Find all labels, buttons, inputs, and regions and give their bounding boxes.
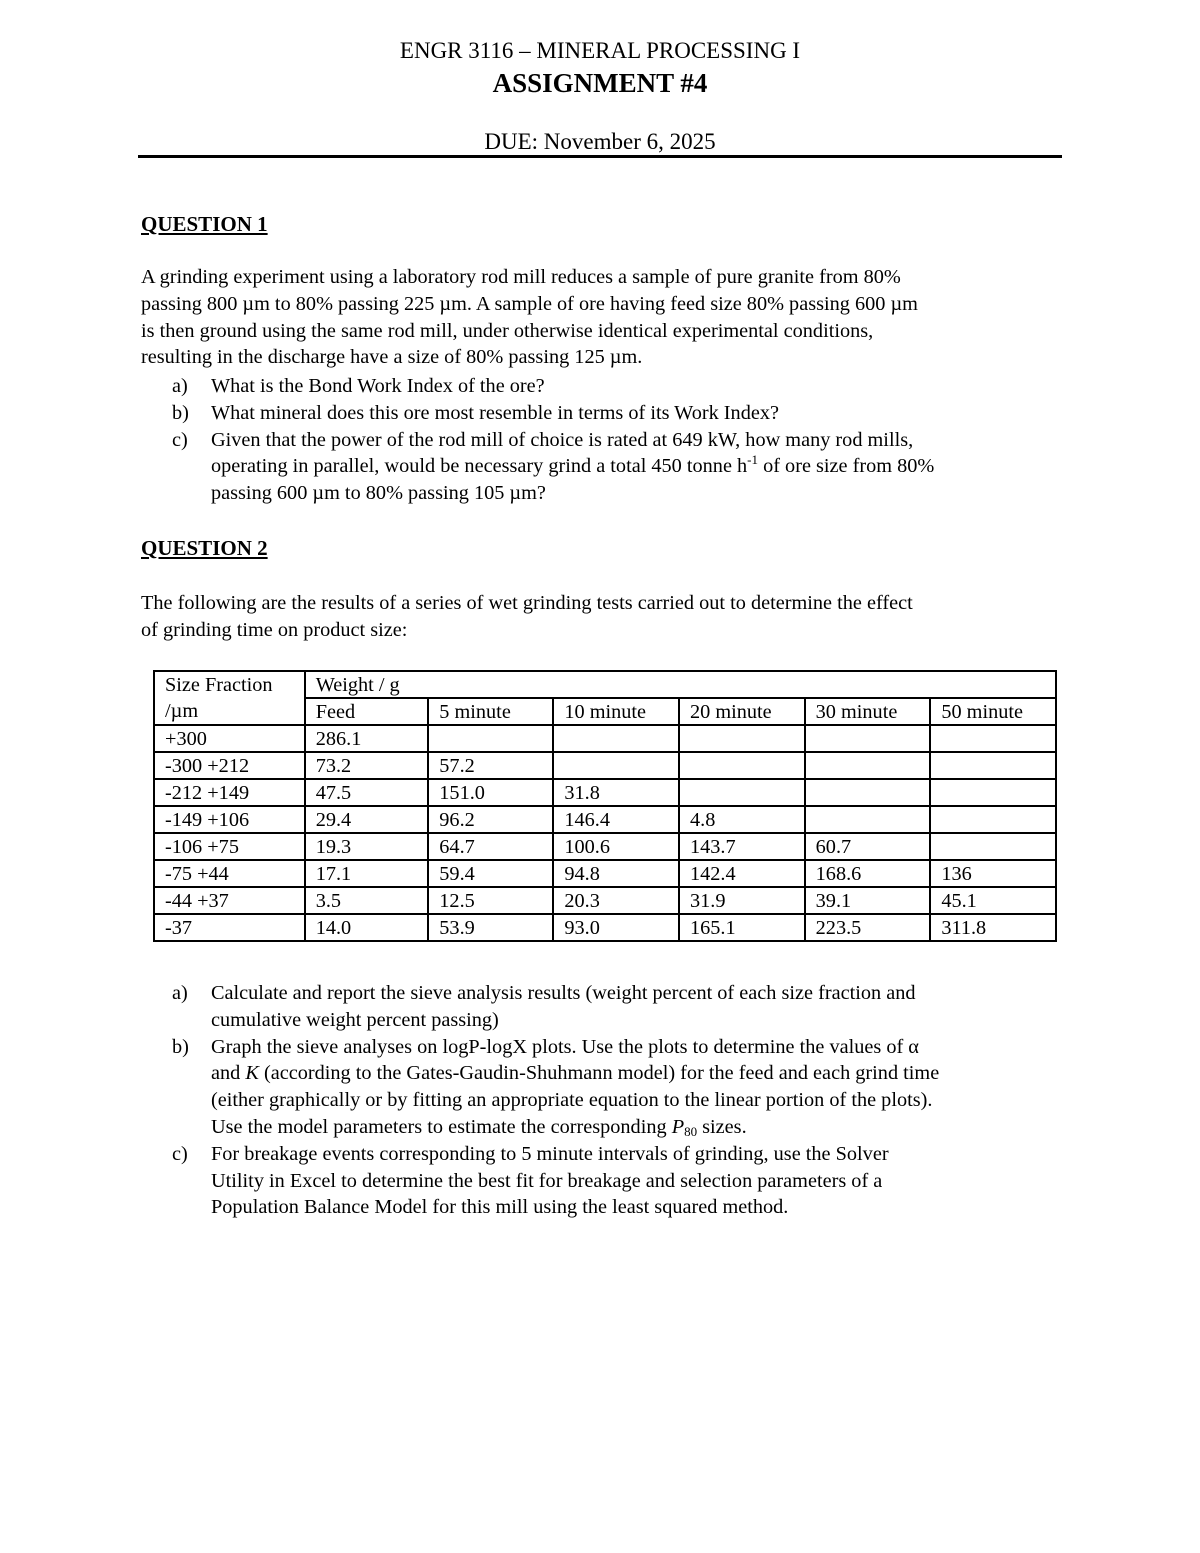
weight-cell: 59.4 <box>428 860 553 887</box>
question-1-text <box>141 264 1061 371</box>
weight-cell: 311.8 <box>930 914 1056 941</box>
header-divider <box>138 155 1062 158</box>
table-header-row <box>154 698 1056 725</box>
size-fraction-cell: +300 <box>154 725 305 752</box>
part-label: c) <box>172 428 188 451</box>
italic-k: K <box>245 1062 259 1085</box>
question-2-part-a <box>172 980 1062 1034</box>
column-header: 50 minute <box>930 698 1056 725</box>
question-2-line: The following are the results of a series of wet grinding tests carried out to determine the effect <box>141 592 913 614</box>
table-row <box>154 779 1056 806</box>
size-fraction-cell: -212 +149 <box>154 779 305 806</box>
part-text: What mineral does this ore most resemble in terms of its Work Index? <box>211 401 779 424</box>
weight-cell <box>930 806 1056 833</box>
weight-cell <box>930 833 1056 860</box>
column-header: 30 minute <box>805 698 931 725</box>
question-2-part-b <box>172 1034 1062 1141</box>
weight-cell: 4.8 <box>679 806 805 833</box>
table-row <box>154 833 1056 860</box>
column-header: Feed <box>305 698 429 725</box>
weight-cell: 19.3 <box>305 833 429 860</box>
part-text: (either graphically or by fitting an appropriate equation to the linear portion of the plots). <box>211 1089 933 1112</box>
size-fraction-cell: -75 +44 <box>154 860 305 887</box>
size-fraction-cell: -300 +212 <box>154 752 305 779</box>
size-fraction-cell: -149 +106 <box>154 806 305 833</box>
part-text <box>211 1060 1062 1087</box>
question-1-line: resulting in the discharge have a size of 80% passing 125 µm. <box>141 346 643 369</box>
weight-cell <box>679 779 805 806</box>
part-text: passing 600 µm to 80% passing 105 µm? <box>211 482 546 505</box>
table-header-row <box>154 671 1056 698</box>
question-2-line: of grinding time on product size: <box>141 618 408 641</box>
size-fraction-cell: -37 <box>154 914 305 941</box>
question-1-line: passing 800 µm to 80% passing 225 µm. A sample of ore having feed size 80% passing 600 µm <box>141 292 918 315</box>
due-date: DUE: November 6, 2025 <box>484 129 716 154</box>
weight-cell <box>930 752 1056 779</box>
part-text-segment: of ore size from 80% <box>758 455 935 478</box>
weight-header: Weight / g <box>305 671 1056 698</box>
weight-cell: 165.1 <box>679 914 805 941</box>
question-1-heading: QUESTION 1 <box>141 212 268 236</box>
weight-cell <box>930 779 1056 806</box>
part-text: Population Balance Model for this mill using the least squared method. <box>211 1196 789 1219</box>
weight-cell <box>805 806 931 833</box>
part-label: c) <box>172 1142 188 1165</box>
weight-cell: 100.6 <box>553 833 679 860</box>
question-1-part-a <box>172 373 1062 400</box>
weight-cell: 31.9 <box>679 887 805 914</box>
weight-cell: 168.6 <box>805 860 931 887</box>
weight-cell: 223.5 <box>805 914 931 941</box>
part-label: b) <box>172 1035 189 1058</box>
weight-cell: 93.0 <box>553 914 679 941</box>
part-label: b) <box>172 401 189 424</box>
weight-cell: 14.0 <box>305 914 429 941</box>
table-row <box>154 887 1056 914</box>
assignment-title: ASSIGNMENT #4 <box>492 68 708 98</box>
part-text: Calculate and report the sieve analysis results (weight percent of each size fraction and <box>211 982 916 1004</box>
part-text: Utility in Excel to determine the best fit for breakage and selection parameters of a <box>211 1169 883 1192</box>
part-text-segment: sizes. <box>697 1115 747 1138</box>
weight-cell: 57.2 <box>428 752 553 779</box>
weight-cell <box>805 779 931 806</box>
part-text: For breakage events corresponding to 5 minute intervals of grinding, use the Solver <box>211 1142 889 1165</box>
weight-cell <box>679 752 805 779</box>
subscript: 80 <box>684 1123 698 1139</box>
table-row <box>154 914 1056 941</box>
weight-cell: 143.7 <box>679 833 805 860</box>
question-1-part-b <box>172 400 1062 427</box>
weight-cell <box>679 725 805 752</box>
column-header: 10 minute <box>553 698 679 725</box>
weight-cell <box>930 725 1056 752</box>
course-title: ENGR 3116 – MINERAL PROCESSING I <box>399 38 801 63</box>
sieve-data-table <box>153 670 1057 942</box>
question-2-parts <box>172 980 1062 1221</box>
weight-cell: 94.8 <box>553 860 679 887</box>
question-2-heading: QUESTION 2 <box>141 536 268 560</box>
column-header: 20 minute <box>679 698 805 725</box>
weight-cell: 45.1 <box>930 887 1056 914</box>
weight-cell: 96.2 <box>428 806 553 833</box>
size-fraction-cell: -106 +75 <box>154 833 305 860</box>
weight-cell: 151.0 <box>428 779 553 806</box>
size-fraction-cell: -44 +37 <box>154 887 305 914</box>
size-unit-header: /µm <box>154 698 305 725</box>
weight-cell <box>805 752 931 779</box>
weight-cell: 146.4 <box>553 806 679 833</box>
weight-cell: 286.1 <box>305 725 429 752</box>
part-text-segment: (according to the Gates-Gaudin-Shuhmann model) for the feed and each grind time <box>258 1062 940 1085</box>
weight-cell: 136 <box>930 860 1056 887</box>
weight-cell: 60.7 <box>805 833 931 860</box>
column-header: 5 minute <box>428 698 553 725</box>
part-label: a) <box>172 375 188 397</box>
weight-cell: 17.1 <box>305 860 429 887</box>
weight-cell: 64.7 <box>428 833 553 860</box>
part-text: What is the Bond Work Index of the ore? <box>211 375 545 397</box>
table-row <box>154 806 1056 833</box>
weight-cell: 53.9 <box>428 914 553 941</box>
part-text <box>211 1114 1062 1141</box>
question-1-line: is then ground using the same rod mill, under otherwise identical experimental conditions, <box>141 319 874 342</box>
part-text: Graph the sieve analyses on logP-logX plots. Use the plots to determine the values of α <box>211 1035 919 1058</box>
table-row <box>154 725 1056 752</box>
question-2-part-c <box>172 1141 1062 1221</box>
weight-cell: 142.4 <box>679 860 805 887</box>
part-label: a) <box>172 982 188 1004</box>
weight-cell: 47.5 <box>305 779 429 806</box>
italic-p: P <box>671 1115 685 1138</box>
weight-cell <box>553 725 679 752</box>
question-1-parts <box>172 373 1062 507</box>
part-text <box>211 453 1062 480</box>
part-text: cumulative weight percent passing) <box>211 1008 499 1031</box>
weight-cell: 31.8 <box>553 779 679 806</box>
superscript: -1 <box>747 452 759 468</box>
table-row <box>154 860 1056 887</box>
question-1-line: A grinding experiment using a laboratory rod mill reduces a sample of pure granite from 80% <box>141 266 901 288</box>
weight-cell <box>553 752 679 779</box>
part-text: Given that the power of the rod mill of choice is rated at 649 kW, how many rod mills, <box>211 428 914 451</box>
weight-cell: 39.1 <box>805 887 931 914</box>
weight-cell: 20.3 <box>553 887 679 914</box>
part-text-segment: and <box>211 1062 246 1085</box>
part-text-segment: Use the model parameters to estimate the corresponding <box>211 1115 672 1138</box>
weight-cell: 73.2 <box>305 752 429 779</box>
weight-cell <box>428 725 553 752</box>
weight-cell: 29.4 <box>305 806 429 833</box>
table-row <box>154 752 1056 779</box>
weight-cell: 3.5 <box>305 887 429 914</box>
question-1-part-c <box>172 427 1062 507</box>
part-text-segment: operating in parallel, would be necessary grind a total 450 tonne h <box>211 455 748 478</box>
weight-cell <box>805 725 931 752</box>
size-fraction-header: Size Fraction <box>154 671 305 698</box>
question-2-text <box>141 590 1061 644</box>
weight-cell: 12.5 <box>428 887 553 914</box>
